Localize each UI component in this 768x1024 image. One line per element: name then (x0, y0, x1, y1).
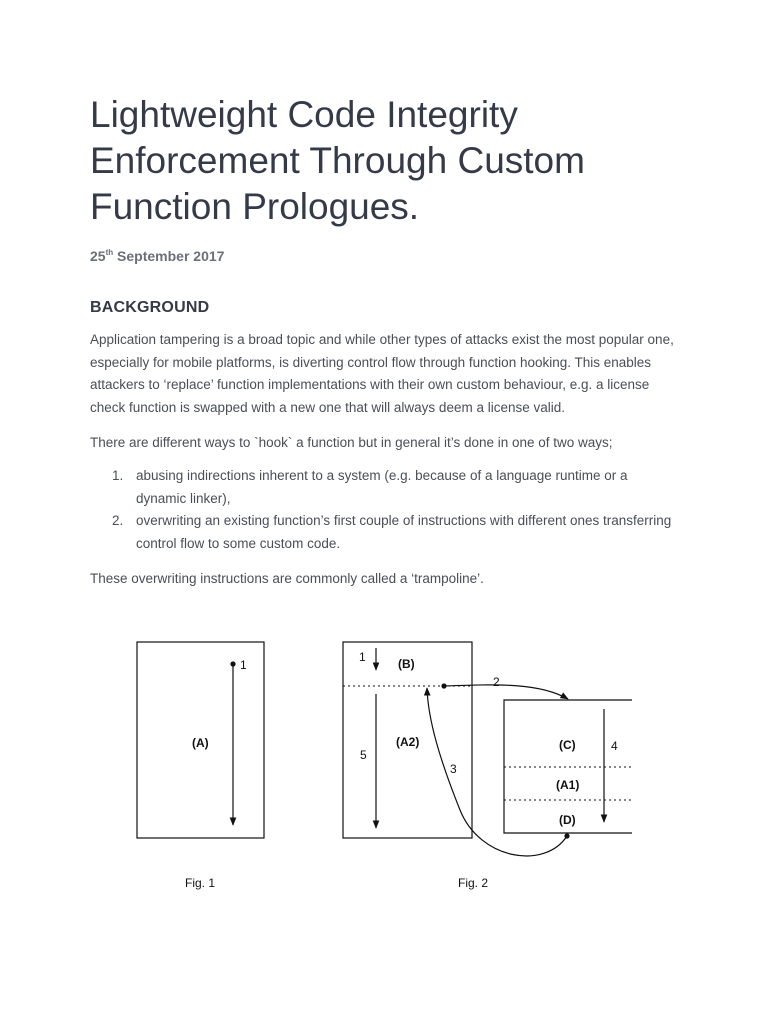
fig2-return-dot (564, 833, 569, 838)
fig2-step-4: 4 (611, 739, 618, 753)
fig2-jump-dot (441, 683, 446, 688)
fig1-start-dot (230, 661, 235, 666)
fig2-label-a1: (A1) (556, 778, 580, 792)
paragraph-hook-ways: There are different ways to `hook` a function but in general it’s done in one of two ways; (90, 435, 613, 450)
section-heading-background: BACKGROUND (90, 299, 210, 316)
fig1-caption: Fig. 1 (185, 876, 216, 890)
fig1-step-label: 1 (240, 658, 247, 672)
paragraph-intro: Application tampering is a broad topic and while other types of attacks exist the most popular one, especially for mobile platforms, is diverting control flow through function hooking. This enables attackers to ‘replace’ function implementations with their own custom behaviour, e.g. a license check function is swapped with a new one that will always deem a license valid. (90, 332, 674, 415)
list-item-text: abusing indirections inherent to a system (e.g. because of a language runtime or a dynamic linker), (136, 468, 628, 506)
list-item-number: 2. (112, 513, 124, 528)
fig2-label-c: (C) (559, 738, 576, 752)
list-item-text: overwriting an existing function’s first couple of instructions with different ones transferring control flow to some custom code. (136, 513, 672, 551)
fig2-hook-function-box (504, 700, 632, 833)
fig2-step-2: 2 (493, 675, 500, 689)
list-item (90, 510, 675, 555)
fig2-label-b: (B) (398, 657, 415, 671)
list-item-number: 1. (112, 468, 124, 483)
fig2-original-function-box (343, 642, 472, 838)
fig2-arrow-3 (427, 688, 567, 856)
fig1-diagram (137, 642, 264, 890)
publish-date (90, 248, 224, 264)
fig2-step-5: 5 (360, 748, 367, 762)
fig1-function-box (137, 642, 264, 838)
list-item (90, 465, 675, 510)
fig2-label-d: (D) (559, 813, 576, 827)
fig2-arrow-2 (444, 685, 568, 699)
fig2-step-3: 3 (450, 762, 457, 776)
hook-methods-list (90, 465, 675, 555)
fig2-step-1: 1 (359, 650, 366, 664)
paragraph-trampoline: These overwriting instructions are commonly called a ‘trampoline’. (90, 571, 484, 586)
article-title: Lightweight Code Integrity Enforcement Through Custom Function Prologues. (90, 94, 585, 227)
fig2-caption: Fig. 2 (458, 876, 489, 890)
date-day: 25 (90, 248, 106, 264)
fig1-block-label: (A) (192, 736, 209, 750)
fig2-diagram (343, 642, 632, 890)
fig2-label-a2: (A2) (396, 735, 420, 749)
date-suffix: th (105, 248, 114, 257)
date-month-year: September 2017 (113, 248, 225, 264)
